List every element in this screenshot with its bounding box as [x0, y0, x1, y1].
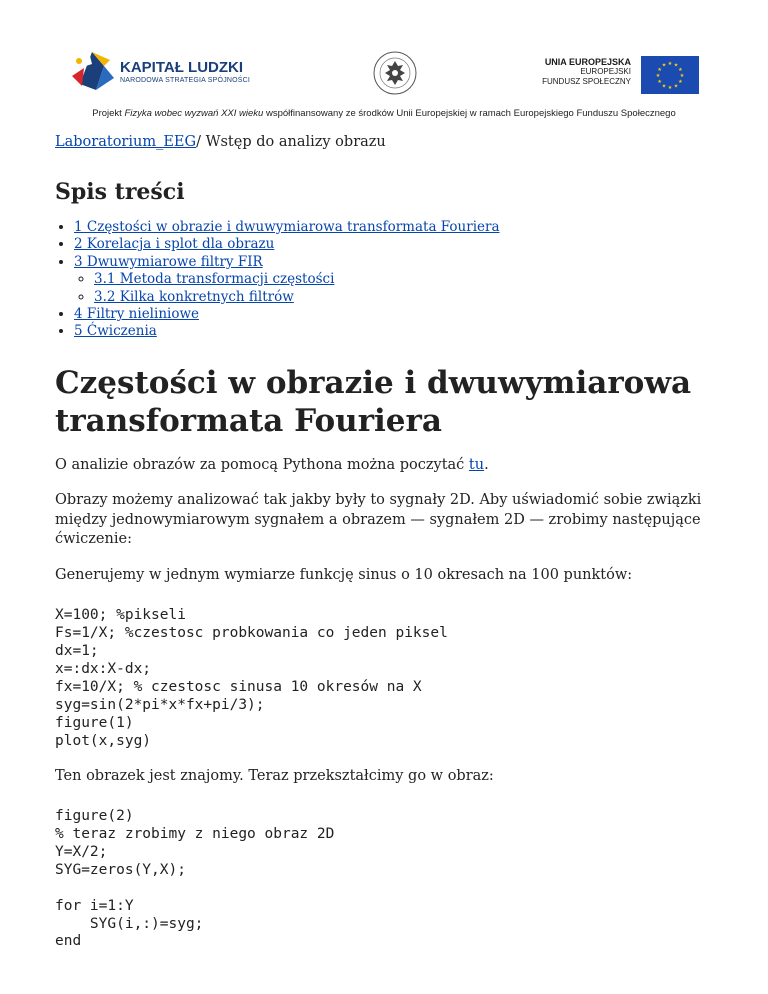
project-suffix: współfinansowany ze środków Unii Europejskiej w ramach Europejskiego Funduszu Społecznego — [263, 108, 676, 119]
kapital-ludzki-title: KAPITAŁ LUDZKI — [120, 59, 244, 76]
eu-star-icon: ★ — [678, 67, 683, 73]
code-line: X=100; %pikseli — [55, 607, 186, 624]
kapital-ludzki-subtitle: NARODOWA STRATEGIA SPÓJNOŚCI — [120, 77, 251, 84]
toc-link-5[interactable]: 5 Ćwiczenia — [74, 323, 157, 340]
main-content — [55, 130, 725, 951]
code-line: dx=1; — [55, 643, 99, 660]
eu-logo-text — [480, 57, 631, 87]
toc-link-3-1[interactable]: 3.1 Metoda transformacji częstości — [94, 271, 335, 288]
project-funding-line — [0, 108, 768, 119]
paragraph-transform-image: Ten obrazek jest znajomy. Teraz przekształcimy go w obraz: — [55, 767, 494, 784]
eu-star-icon: ★ — [667, 85, 673, 91]
eu-star-icon: ★ — [673, 62, 679, 69]
project-prefix: Projekt — [92, 108, 125, 119]
section-heading-line1: Częstości w obrazie i dwuwymiarowa — [55, 364, 692, 401]
toc-link-1[interactable]: 1 Częstości w obrazie i dwuwymiarowa transformata Fouriera — [74, 219, 500, 235]
code-line: Y=X/2; — [55, 843, 108, 860]
eu-logo-line2: EUROPEJSKI — [580, 67, 631, 76]
eu-star-icon: ★ — [657, 67, 662, 73]
python-link[interactable]: tu — [468, 456, 485, 473]
kapital-ludzki-emblem-icon — [70, 46, 116, 96]
toc-item — [74, 219, 725, 236]
toc-item — [74, 323, 725, 340]
toc-subitem — [94, 271, 725, 288]
eu-star-icon: ★ — [655, 73, 661, 79]
code-line: figure(2) — [55, 808, 134, 825]
toc-link-2[interactable]: 2 Korelacja i splot dla obrazu — [74, 236, 275, 253]
toc-sublist — [74, 271, 725, 306]
toc-link-3[interactable]: 3 Dwuwymiarowe filtry FIR — [74, 253, 263, 270]
code-line: % teraz zrobimy z niego obraz 2D — [55, 826, 335, 842]
breadcrumb — [55, 134, 725, 150]
table-of-contents — [55, 219, 725, 341]
code-block-1 — [55, 607, 725, 750]
code-line: end — [55, 933, 82, 950]
eu-star-icon: ★ — [657, 79, 662, 85]
eu-logo-line1: UNIA EUROPEJSKA — [544, 57, 631, 67]
eu-star-icon: ★ — [667, 61, 673, 67]
toc-title: Spis treści — [55, 179, 185, 205]
code-line: plot(x,syg) — [55, 732, 152, 749]
breadcrumb-link-laboratorium[interactable]: Laboratorium_EEG — [55, 134, 197, 150]
eu-star-icon: ★ — [661, 62, 667, 69]
toc-subitem — [94, 289, 725, 306]
university-seal-icon — [372, 50, 418, 96]
toc-link-3-2[interactable]: 3.2 Kilka konkretnych filtrów — [94, 288, 294, 305]
code-line: for i=1:Y — [55, 897, 134, 914]
code-line: Fs=1/X; %czestosc probkowania co jeden piksel — [55, 625, 448, 642]
toc-item — [74, 306, 725, 323]
code-line — [55, 880, 725, 898]
page-banner — [0, 0, 768, 126]
code-line: x=:dx:X-dx; — [55, 661, 152, 678]
project-title: Fizyka wobec wyzwań XXI wieku — [124, 108, 264, 119]
eu-star-icon: ★ — [679, 73, 685, 79]
code-line: SYG=zeros(Y,X); — [55, 861, 186, 878]
code-line: figure(1) — [55, 714, 134, 731]
code-block-2 — [55, 808, 725, 951]
eu-star-icon: ★ — [661, 83, 667, 90]
toc-item — [74, 254, 725, 306]
eu-logo-line3: FUNDUSZ SPOŁECZNY — [542, 77, 631, 86]
eu-flag-icon — [641, 56, 699, 94]
code-line: SYG(i,:)=syg; — [55, 915, 204, 932]
toc-item — [74, 236, 725, 253]
kapital-ludzki-logo — [70, 46, 260, 96]
paragraph-2d-signals: Obrazy możemy analizować tak jakby były to sygnały 2D. Aby uświadomić sobie związki między jednowymiarowym sygnałem a obrazem — sygnałem 2D — zrobimy następujące ćwiczenie: — [55, 492, 702, 548]
eu-star-icon: ★ — [678, 79, 683, 85]
code-line: fx=10/X; % czestosc sinusa 10 okresów na X — [55, 678, 422, 695]
section-heading-line2: transformata Fouriera — [55, 402, 442, 439]
toc-link-4[interactable]: 4 Filtry nieliniowe — [74, 306, 200, 323]
intro-text: O analizie obrazów za pomocą Pythona można poczytać — [55, 456, 469, 473]
intro-paragraph — [55, 456, 725, 476]
intro-end: . — [484, 456, 489, 473]
paragraph-generate-sine: Generujemy w jednym wymiarze funkcję sinus o 10 okresach na 100 punktów: — [55, 566, 633, 583]
section-heading — [55, 364, 725, 440]
breadcrumb-current: / Wstęp do analizy obrazu — [196, 134, 386, 150]
code-line: syg=sin(2*pi*x*fx+pi/3); — [55, 696, 265, 713]
eu-star-icon: ★ — [673, 83, 679, 90]
